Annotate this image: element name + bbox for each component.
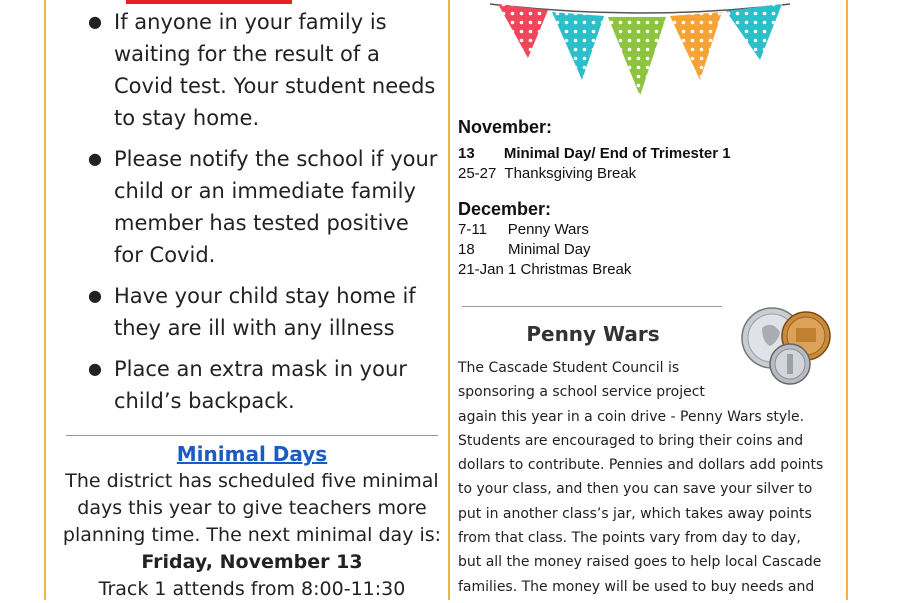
body-line: families. The money will be used to buy needs and [458, 578, 815, 595]
pennant-flags [498, 4, 782, 96]
calendar-row: 13 Minimal Day/ End of Trimester 1 [458, 145, 731, 162]
penny-wars-body [458, 356, 844, 599]
body-line: to your class, and then you can save your silver to [458, 481, 813, 498]
body-line: dollars to contribute. Pennies and dollars add points [458, 457, 824, 474]
minimal-days-body: The district has scheduled five minimal days this year to give teachers more planning time. The next minimal day is: [62, 470, 442, 546]
guideline-text: Place an extra mask in your child’s backpack. [114, 357, 407, 413]
list-item [60, 353, 444, 417]
guideline-text: If anyone in your family is waiting for the result of a Covid test. Your student needs to stay home. [114, 10, 436, 130]
body-line: but all the money raised goes to help local Cascade [458, 554, 822, 571]
body-line: The Cascade Student Council is [458, 360, 680, 376]
penny-wars-title: Penny Wars [526, 322, 660, 346]
page-border-right [846, 0, 848, 600]
bullet-icon: ● [88, 286, 102, 305]
month-heading-november: November: [458, 117, 553, 137]
minimal-days-heading[interactable]: Minimal Days [176, 442, 328, 466]
track-time: Track 1 attends from 8:00-11:30 [98, 578, 406, 600]
body-line: sponsoring a school service project [458, 384, 705, 401]
list-item [60, 143, 444, 271]
section-divider [462, 306, 722, 307]
covid-guidelines [60, 6, 444, 426]
body-line: put in another class’s jar, which takes away points [458, 505, 812, 522]
red-header-bar [126, 0, 292, 4]
calendar-row: 25-27 Thanksgiving Break [458, 165, 637, 182]
list-item [60, 280, 444, 344]
column-divider [448, 0, 450, 600]
body-line: again this year in a coin drive - Penny Wars style. [458, 408, 805, 425]
calendar-row: 7-11 Penny Wars [458, 221, 589, 238]
body-line: Students are encouraged to bring their coins and [458, 432, 804, 449]
calendar-row: 18 Minimal Day [458, 241, 591, 258]
list-item [60, 6, 444, 134]
guideline-list [60, 6, 444, 417]
bullet-icon: ● [88, 359, 102, 378]
page-border-left [44, 0, 46, 600]
minimal-days-section [60, 440, 444, 603]
pennant-banner-icon [490, 0, 790, 100]
bullet-icon: ● [88, 12, 102, 31]
body-line: from that class. The points vary from day to day, [458, 530, 801, 547]
guideline-text: Have your child stay home if they are ill with any illness [114, 284, 416, 340]
section-divider [66, 435, 438, 436]
guideline-text: Please notify the school if your child or an immediate family member has tested positive for Covid. [114, 147, 438, 267]
bullet-icon: ● [88, 149, 102, 168]
calendar-section [458, 116, 838, 280]
calendar-row: 21-Jan 1 Christmas Break [458, 261, 632, 278]
minimal-day-date: Friday, November 13 [141, 551, 363, 573]
month-heading-december: December: [458, 199, 552, 219]
